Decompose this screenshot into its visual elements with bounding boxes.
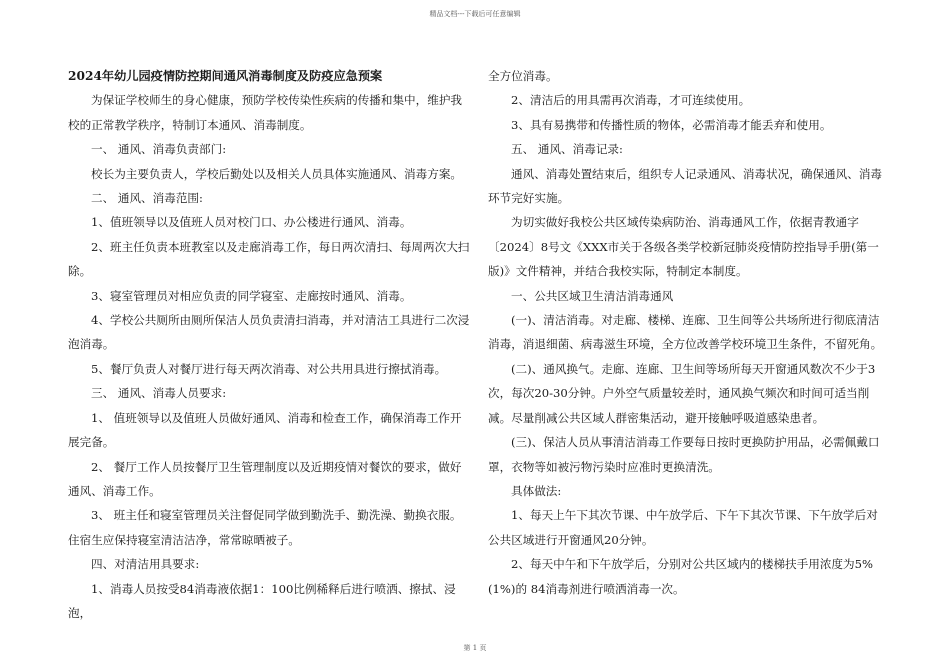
- paragraph: 一、 通风、消毒负责部门:: [91, 142, 227, 157]
- paragraph: 1、消毒人员按受84消毒液依据1：100比例稀释后进行喷洒、擦拭、浸泡，: [68, 581, 456, 620]
- page-number: 第 1 页: [463, 644, 487, 652]
- paragraph: 2、每天中午和下午放学后，分别对公共区域内的楼梯扶手用浓度为5%(1%)的 84消毒剂进行喷洒消毒一次。: [488, 557, 873, 596]
- document-title: 2024年幼儿园疫情防控期间通风消毒制度及防疫应急预案: [68, 69, 383, 83]
- paragraph: 四、对清洁用具要求:: [91, 557, 200, 572]
- right-column: [488, 64, 884, 601]
- paragraph: 三、 通风、消毒人员要求:: [91, 386, 227, 401]
- paragraph: 通风、消毒处置结束后，组织专人记录通风、消毒状况，确保通风、消毒环节完好实施。: [488, 166, 883, 206]
- paragraph: 具体做法:: [511, 483, 562, 498]
- paragraph: (三)、保洁人员从事清洁消毒工作要每日按时更换防护用品，必需佩戴口罩，衣物等如被污物污染时应准时更换清洗。: [488, 435, 880, 474]
- paragraph: 3、寝室管理员对相应负责的同学寝室、走廊按时通风、消毒。: [91, 288, 412, 303]
- paragraph: 2、 餐厅工作人员按餐厅卫生管理制度以及近期疫情对餐饮的要求，做好通风、消毒工作。: [68, 459, 462, 498]
- paragraph: 3、具有易携带和传播性质的物体，必需消毒才能丢弃和使用。: [511, 117, 832, 132]
- paragraph: 一、公共区域卫生清洁消毒通风: [511, 288, 674, 303]
- page-header: 精品文档---下载后可任意编辑: [429, 10, 521, 18]
- paragraph: 为切实做好我校公共区域传染病防治、消毒通风工作，依据青教通字〔2024〕8号文《XXX市关于各级各类学校新冠肺炎疫情防控指导手册(第一版)》文件精神，并结合我校实际，特制定本制度。: [488, 215, 879, 279]
- paragraph: 3、 班主任和寝室管理员关注督促同学做到勤洗手、勤洗澡、勤换衣服。住宿生应保持寝室清洁洁净，常常晾晒被子。: [68, 508, 462, 547]
- paragraph: 4、学校公共厕所由厕所保洁人员负责清扫消毒，并对清洁工具进行二次浸泡消毒。: [68, 313, 470, 352]
- paragraph: 5、餐厅负责人对餐厅进行每天两次消毒、对公共用具进行擦拭消毒。: [91, 361, 447, 376]
- paragraph: 2、清洁后的用具需再次消毒，才可连续使用。: [511, 93, 751, 108]
- paragraph: 二、 通风、消毒范围:: [91, 191, 203, 206]
- paragraph: 全方位消毒。: [488, 69, 558, 83]
- paragraph: (一)、清洁消毒。对走廊、楼梯、连廊、卫生间等公共场所进行彻底清洁消毒，消退细菌、病毒滋生环境，全方位改善学校环境卫生条件，不留死角。: [488, 313, 883, 352]
- paragraph: 2、班主任负责本班教室以及走廊消毒工作，每日两次清扫、每周两次大扫除。: [68, 239, 470, 279]
- paragraph: (二)、通风换气。走廊、连廊、卫生间等场所每天开窗通风数次不少于3次，每次20-30分钟。户外空气质量较差时，通风换气频次和时间可适当削减。尽量削减公共区域人群密集活动，避开接触呼吸道感染患者。: [488, 361, 876, 425]
- paragraph: 校长为主要负责人，学校后勤处以及相关人员具体实施通风、消毒方案。: [91, 166, 463, 181]
- paragraph: 1、 值班领导以及值班人员做好通风、消毒和检查工作，确保消毒工作开展完备。: [68, 410, 462, 450]
- paragraph: 1、每天上午下其次节课、中午放学后、下午下其次节课、下午放学后对公共区域进行开窗通风20分钟。: [488, 508, 878, 547]
- paragraph: 五、 通风、消毒记录:: [511, 142, 623, 157]
- paragraph: 1、值班领导以及值班人员对校门口、办公楼进行通风、消毒。: [91, 215, 412, 230]
- paragraph: 为保证学校师生的身心健康，预防学校传染性疾病的传播和集中，维护我校的正常教学秩序，特制订本通风、消毒制度。: [68, 93, 463, 132]
- left-column: [68, 64, 470, 625]
